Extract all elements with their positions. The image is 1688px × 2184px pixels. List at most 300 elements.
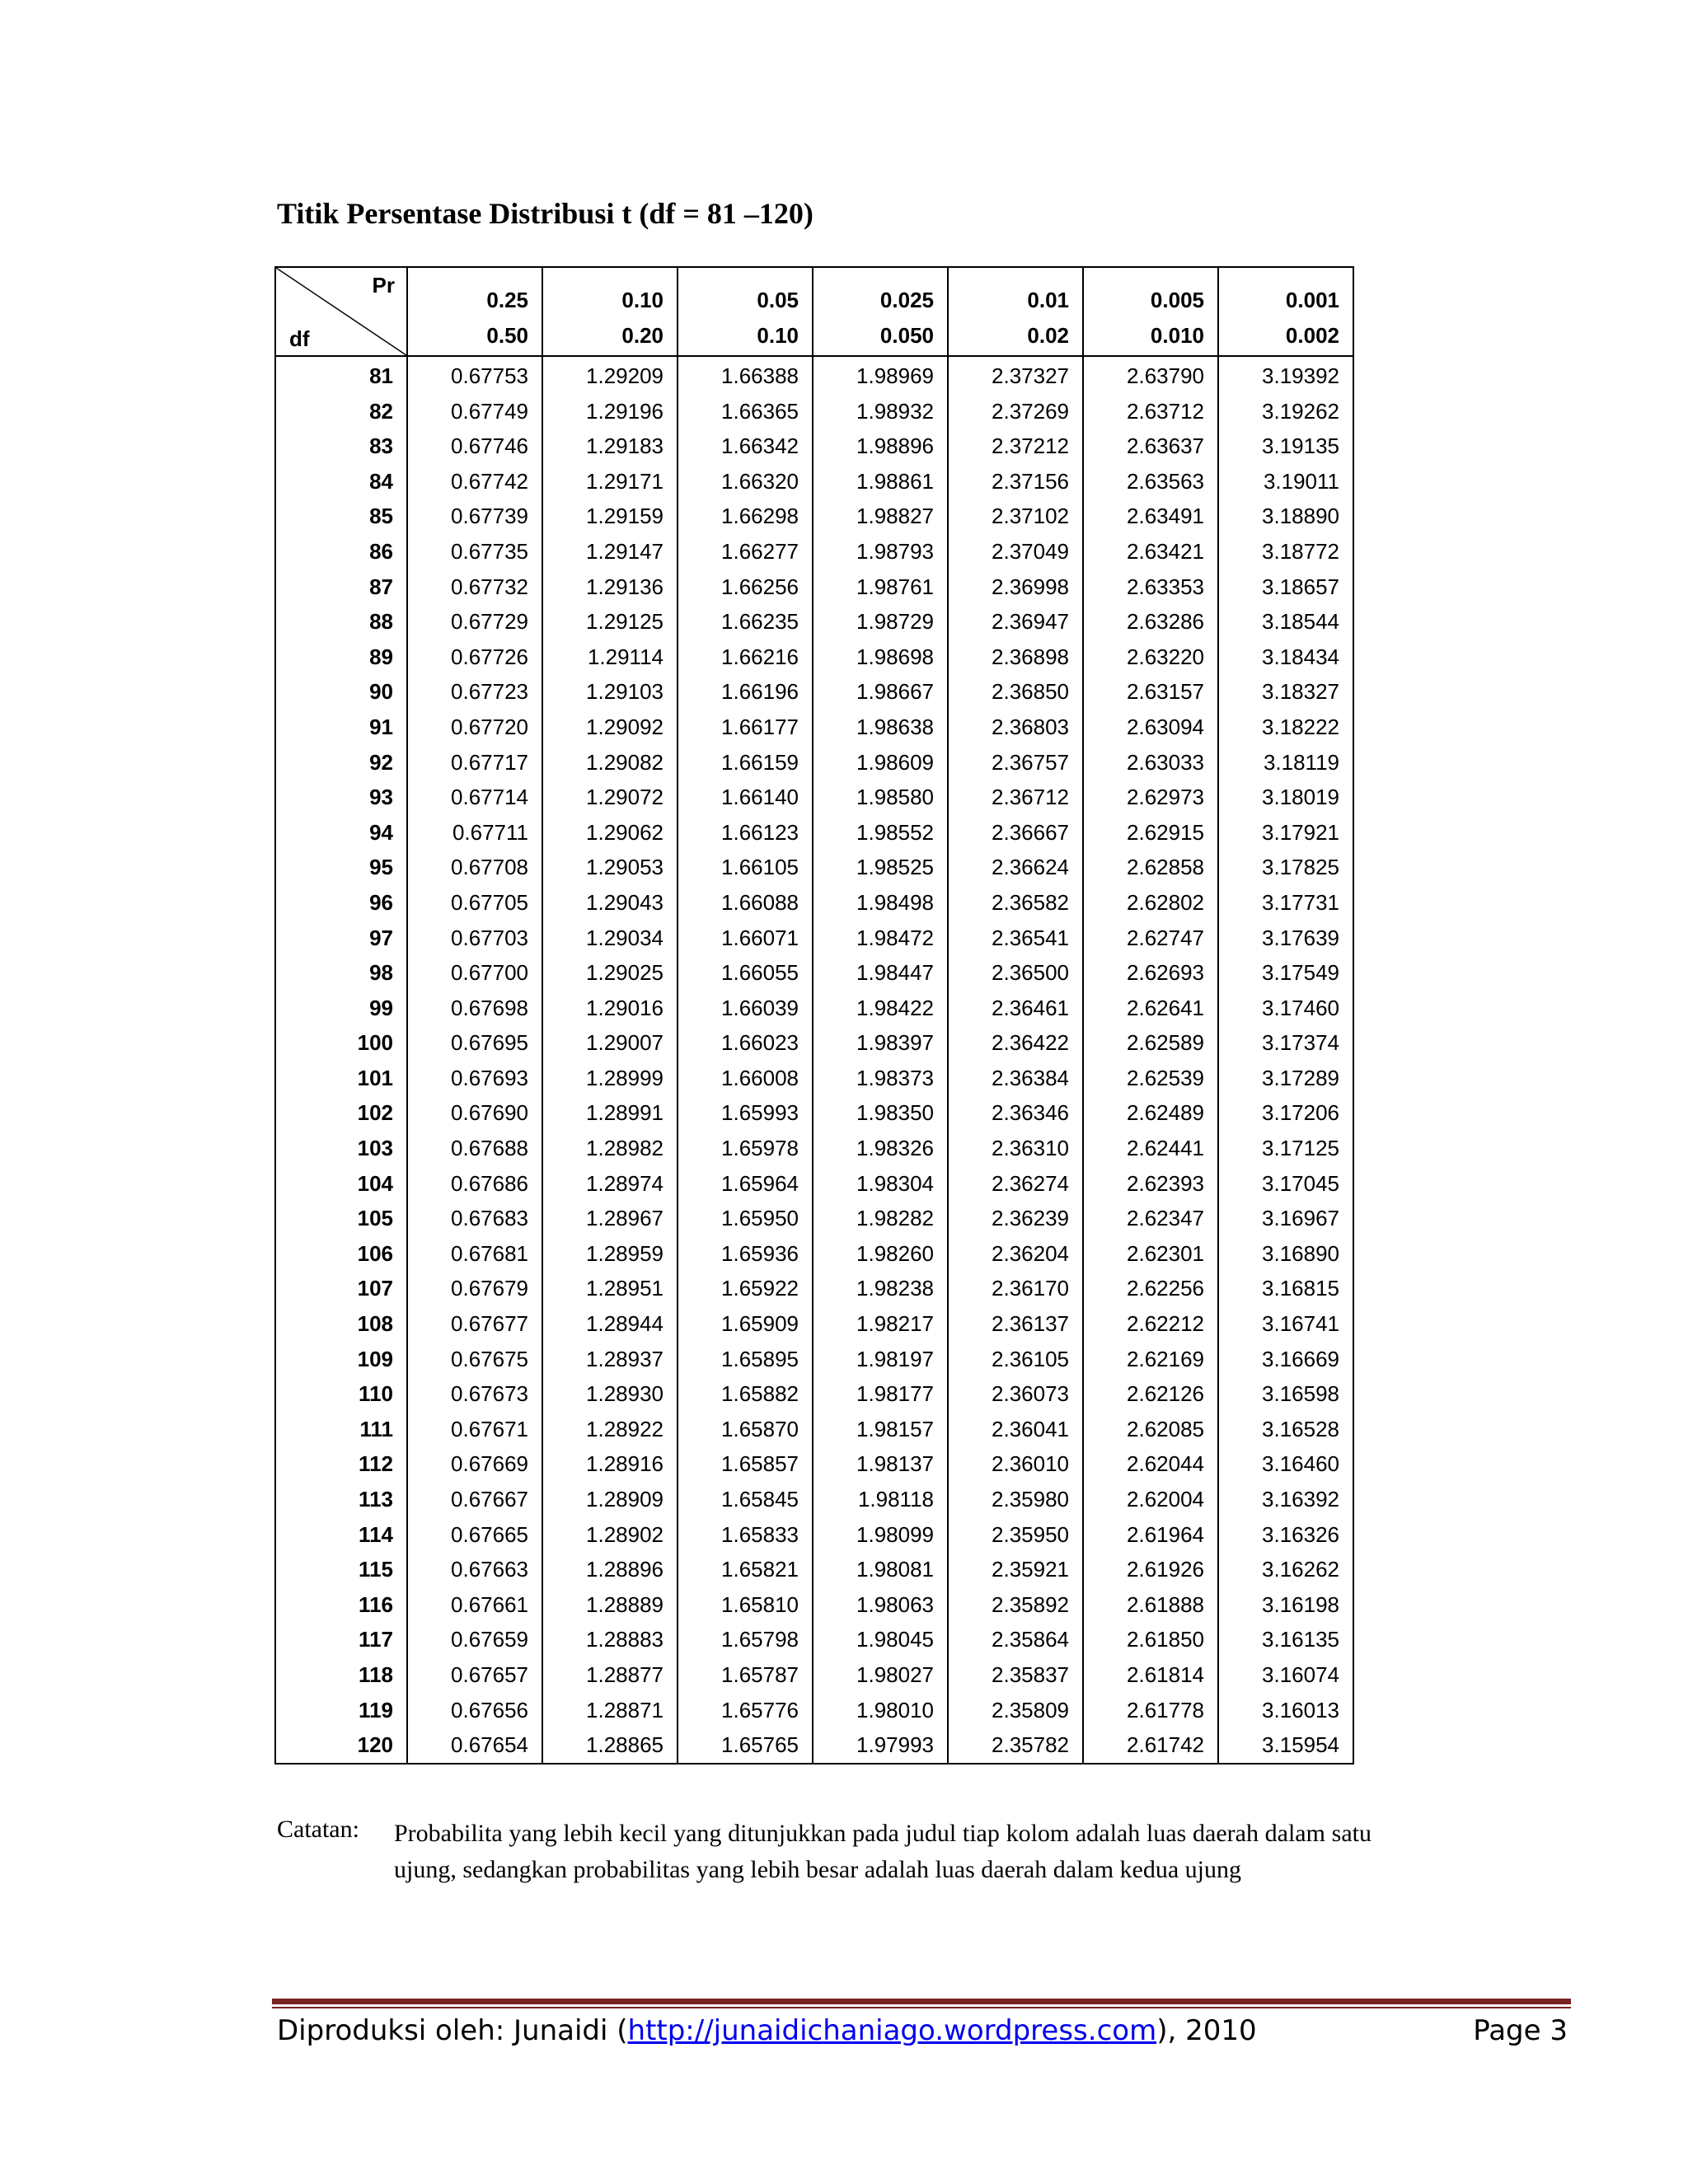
df-cell: 120: [275, 1727, 407, 1764]
table-row: [275, 1131, 1353, 1166]
value-cell: 0.67726: [407, 640, 542, 675]
table-row: [275, 850, 1353, 885]
value-cell: 0.67717: [407, 745, 542, 780]
value-cell: 2.62169: [1083, 1342, 1218, 1377]
two-tail-prob: 0.050: [879, 323, 934, 348]
corner-df-label: df: [289, 326, 310, 351]
value-cell: 3.18119: [1218, 745, 1353, 780]
df-cell: 104: [275, 1166, 407, 1202]
value-cell: 3.16198: [1218, 1587, 1353, 1623]
two-tail-prob: 0.10: [757, 323, 799, 348]
value-cell: 2.62126: [1083, 1376, 1218, 1412]
table-row: [275, 1095, 1353, 1131]
df-cell: 101: [275, 1061, 407, 1096]
value-cell: 2.36274: [948, 1166, 1083, 1202]
df-cell: 87: [275, 569, 407, 605]
value-cell: 0.67749: [407, 394, 542, 429]
table-row: [275, 921, 1353, 956]
table-row: [275, 1271, 1353, 1306]
value-cell: 1.28951: [542, 1271, 678, 1306]
value-cell: 3.18657: [1218, 569, 1353, 605]
value-cell: 1.65845: [678, 1482, 813, 1517]
value-cell: 2.62044: [1083, 1446, 1218, 1482]
value-cell: 1.28877: [542, 1657, 678, 1693]
value-cell: 3.16890: [1218, 1236, 1353, 1272]
table-row: [275, 991, 1353, 1026]
value-cell: 2.61964: [1083, 1517, 1218, 1553]
table-row: [275, 1587, 1353, 1623]
value-cell: 1.66235: [678, 604, 813, 640]
value-cell: 2.37327: [948, 356, 1083, 394]
value-cell: 1.65978: [678, 1131, 813, 1166]
value-cell: 2.36105: [948, 1342, 1083, 1377]
value-cell: 3.17374: [1218, 1025, 1353, 1061]
column-header: [542, 267, 678, 356]
value-cell: 1.98498: [813, 885, 948, 921]
value-cell: 1.29043: [542, 885, 678, 921]
value-cell: 0.67677: [407, 1306, 542, 1342]
df-cell: 110: [275, 1376, 407, 1412]
value-cell: 0.67703: [407, 921, 542, 956]
df-cell: 113: [275, 1482, 407, 1517]
df-cell: 119: [275, 1693, 407, 1728]
value-cell: 2.62589: [1083, 1025, 1218, 1061]
value-cell: 2.62004: [1083, 1482, 1218, 1517]
value-cell: 0.67708: [407, 850, 542, 885]
table-row: [275, 815, 1353, 851]
value-cell: 0.67723: [407, 674, 542, 710]
value-cell: 2.37212: [948, 429, 1083, 464]
value-cell: 3.16460: [1218, 1446, 1353, 1482]
value-cell: 1.66039: [678, 991, 813, 1026]
df-cell: 105: [275, 1201, 407, 1236]
df-cell: 96: [275, 885, 407, 921]
value-cell: 2.63286: [1083, 604, 1218, 640]
value-cell: 1.98969: [813, 356, 948, 394]
value-cell: 3.19392: [1218, 356, 1353, 394]
df-cell: 112: [275, 1446, 407, 1482]
value-cell: 2.35864: [948, 1622, 1083, 1657]
value-cell: 1.98793: [813, 534, 948, 569]
value-cell: 1.29034: [542, 921, 678, 956]
value-cell: 3.17731: [1218, 885, 1353, 921]
value-cell: 2.35892: [948, 1587, 1083, 1623]
value-cell: 1.66277: [678, 534, 813, 569]
value-cell: 1.66088: [678, 885, 813, 921]
value-cell: 2.61742: [1083, 1727, 1218, 1764]
value-cell: 3.17125: [1218, 1131, 1353, 1166]
value-cell: 2.36384: [948, 1061, 1083, 1096]
df-cell: 118: [275, 1657, 407, 1693]
value-cell: 1.66140: [678, 780, 813, 815]
value-cell: 2.62347: [1083, 1201, 1218, 1236]
value-cell: 1.66342: [678, 429, 813, 464]
value-cell: 1.98081: [813, 1552, 948, 1587]
value-cell: 2.62301: [1083, 1236, 1218, 1272]
value-cell: 1.29082: [542, 745, 678, 780]
value-cell: 0.67661: [407, 1587, 542, 1623]
value-cell: 2.62256: [1083, 1271, 1218, 1306]
value-cell: 0.67675: [407, 1342, 542, 1377]
value-cell: 2.63421: [1083, 534, 1218, 569]
column-header: [813, 267, 948, 356]
table-header-row: [275, 267, 1353, 356]
value-cell: 0.67714: [407, 780, 542, 815]
value-cell: 3.16013: [1218, 1693, 1353, 1728]
value-cell: 3.18327: [1218, 674, 1353, 710]
table-row: [275, 955, 1353, 991]
df-cell: 103: [275, 1131, 407, 1166]
value-cell: 2.36582: [948, 885, 1083, 921]
value-cell: 3.18890: [1218, 499, 1353, 534]
value-cell: 1.98861: [813, 464, 948, 499]
value-cell: 2.63563: [1083, 464, 1218, 499]
value-cell: 0.67669: [407, 1446, 542, 1482]
df-cell: 86: [275, 534, 407, 569]
value-cell: 1.66196: [678, 674, 813, 710]
value-cell: 2.36073: [948, 1376, 1083, 1412]
value-cell: 1.28999: [542, 1061, 678, 1096]
value-cell: 0.67683: [407, 1201, 542, 1236]
corner-header: [275, 267, 407, 356]
value-cell: 2.62858: [1083, 850, 1218, 885]
value-cell: 1.98472: [813, 921, 948, 956]
column-header: [948, 267, 1083, 356]
value-cell: 1.98099: [813, 1517, 948, 1553]
value-cell: 1.98422: [813, 991, 948, 1026]
one-tail-prob: 0.001: [1285, 288, 1339, 312]
value-cell: 1.29114: [542, 640, 678, 675]
value-cell: 0.67654: [407, 1727, 542, 1764]
value-cell: 1.66159: [678, 745, 813, 780]
df-cell: 115: [275, 1552, 407, 1587]
value-cell: 1.65922: [678, 1271, 813, 1306]
value-cell: 3.16528: [1218, 1412, 1353, 1447]
value-cell: 1.98157: [813, 1412, 948, 1447]
value-cell: 2.63353: [1083, 569, 1218, 605]
value-cell: 1.98827: [813, 499, 948, 534]
value-cell: 2.36137: [948, 1306, 1083, 1342]
value-cell: 1.65833: [678, 1517, 813, 1553]
value-cell: 2.36624: [948, 850, 1083, 885]
value-cell: 1.65787: [678, 1657, 813, 1693]
value-cell: 1.98761: [813, 569, 948, 605]
df-cell: 109: [275, 1342, 407, 1377]
t-distribution-table: [274, 266, 1354, 1765]
value-cell: 1.65765: [678, 1727, 813, 1764]
table-row: [275, 1727, 1353, 1764]
two-tail-prob: 0.002: [1285, 323, 1339, 348]
value-cell: 0.67693: [407, 1061, 542, 1096]
footer-suffix: ), 2010: [1156, 2014, 1257, 2047]
value-cell: 2.63790: [1083, 356, 1218, 394]
value-cell: 2.61888: [1083, 1587, 1218, 1623]
value-cell: 1.29025: [542, 955, 678, 991]
value-cell: 1.98177: [813, 1376, 948, 1412]
footer-credit: [277, 2014, 1257, 2047]
value-cell: 1.98397: [813, 1025, 948, 1061]
value-cell: 3.17921: [1218, 815, 1353, 851]
table-row: [275, 745, 1353, 780]
value-cell: 2.63637: [1083, 429, 1218, 464]
value-cell: 2.36712: [948, 780, 1083, 815]
value-cell: 2.35782: [948, 1727, 1083, 1764]
value-cell: 0.67753: [407, 356, 542, 394]
column-header: [678, 267, 813, 356]
value-cell: 1.98729: [813, 604, 948, 640]
value-cell: 3.18544: [1218, 604, 1353, 640]
value-cell: 2.36500: [948, 955, 1083, 991]
value-cell: 2.61814: [1083, 1657, 1218, 1693]
value-cell: 1.28889: [542, 1587, 678, 1623]
value-cell: 1.29125: [542, 604, 678, 640]
value-cell: 1.66177: [678, 710, 813, 745]
value-cell: 2.36947: [948, 604, 1083, 640]
one-tail-prob: 0.025: [879, 288, 934, 312]
value-cell: 2.36204: [948, 1236, 1083, 1272]
one-tail-prob: 0.01: [1027, 288, 1069, 312]
value-cell: 1.98118: [813, 1482, 948, 1517]
note-label: Catatan:: [277, 1816, 359, 1843]
value-cell: 2.35921: [948, 1552, 1083, 1587]
value-cell: 2.62693: [1083, 955, 1218, 991]
value-cell: 1.98932: [813, 394, 948, 429]
value-cell: 1.66071: [678, 921, 813, 956]
value-cell: 2.63712: [1083, 394, 1218, 429]
footer-link[interactable]: http://junaidichaniago.wordpress.com: [627, 2014, 1157, 2047]
df-cell: 93: [275, 780, 407, 815]
value-cell: 1.66388: [678, 356, 813, 394]
two-tail-prob: 0.02: [1027, 323, 1069, 348]
value-cell: 0.67681: [407, 1236, 542, 1272]
value-cell: 0.67700: [407, 955, 542, 991]
value-cell: 3.16262: [1218, 1552, 1353, 1587]
value-cell: 3.16074: [1218, 1657, 1353, 1693]
value-cell: 2.61926: [1083, 1552, 1218, 1587]
value-cell: 1.66023: [678, 1025, 813, 1061]
value-cell: 0.67732: [407, 569, 542, 605]
value-cell: 1.65909: [678, 1306, 813, 1342]
df-cell: 106: [275, 1236, 407, 1272]
value-cell: 1.28883: [542, 1622, 678, 1657]
table-row: [275, 1342, 1353, 1377]
value-cell: 1.28896: [542, 1552, 678, 1587]
value-cell: 1.29016: [542, 991, 678, 1026]
footer-rule-thin: [272, 2007, 1571, 2008]
value-cell: 1.98447: [813, 955, 948, 991]
value-cell: 0.67720: [407, 710, 542, 745]
df-cell: 114: [275, 1517, 407, 1553]
value-cell: 1.65810: [678, 1587, 813, 1623]
value-cell: 3.17206: [1218, 1095, 1353, 1131]
table-row: [275, 1166, 1353, 1202]
value-cell: 0.67711: [407, 815, 542, 851]
value-cell: 1.28991: [542, 1095, 678, 1131]
value-cell: 0.67663: [407, 1552, 542, 1587]
value-cell: 1.66123: [678, 815, 813, 851]
value-cell: 3.16967: [1218, 1201, 1353, 1236]
note-text: Probabilita yang lebih kecil yang ditunjukkan pada judul tiap kolom adalah luas daerah dalam satu ujung, sedangkan probabilitas yang lebih besar adalah luas daerah dalam kedua ujung: [394, 1820, 1372, 1883]
value-cell: 2.62973: [1083, 780, 1218, 815]
value-cell: 3.19262: [1218, 394, 1353, 429]
table-row: [275, 1236, 1353, 1272]
value-cell: 0.67659: [407, 1622, 542, 1657]
page-title: Titik Persentase Distribusi t (df = 81 –120): [277, 197, 814, 230]
value-cell: 3.18019: [1218, 780, 1353, 815]
value-cell: 0.67673: [407, 1376, 542, 1412]
value-cell: 2.62393: [1083, 1166, 1218, 1202]
value-cell: 2.37049: [948, 534, 1083, 569]
value-cell: 0.67705: [407, 885, 542, 921]
df-cell: 90: [275, 674, 407, 710]
table-row: [275, 1412, 1353, 1447]
value-cell: 2.36541: [948, 921, 1083, 956]
one-tail-prob: 0.005: [1150, 288, 1204, 312]
page-number: Page 3: [1473, 2014, 1568, 2047]
value-cell: 2.63094: [1083, 710, 1218, 745]
value-cell: 2.36170: [948, 1271, 1083, 1306]
value-cell: 2.36998: [948, 569, 1083, 605]
value-cell: 2.36346: [948, 1095, 1083, 1131]
table-row: [275, 1657, 1353, 1693]
value-cell: 3.16135: [1218, 1622, 1353, 1657]
value-cell: 1.65964: [678, 1166, 813, 1202]
table-row: [275, 394, 1353, 429]
df-cell: 111: [275, 1412, 407, 1447]
value-cell: 3.18434: [1218, 640, 1353, 675]
value-cell: 1.28974: [542, 1166, 678, 1202]
table-row: [275, 1517, 1353, 1553]
df-cell: 97: [275, 921, 407, 956]
value-cell: 2.63491: [1083, 499, 1218, 534]
value-cell: 1.65798: [678, 1622, 813, 1657]
value-cell: 3.17045: [1218, 1166, 1353, 1202]
table-row: [275, 356, 1353, 394]
value-cell: 2.36239: [948, 1201, 1083, 1236]
column-header: [1083, 267, 1218, 356]
value-cell: 1.29171: [542, 464, 678, 499]
value-cell: 0.67746: [407, 429, 542, 464]
value-cell: 3.16326: [1218, 1517, 1353, 1553]
value-cell: 3.17549: [1218, 955, 1353, 991]
column-header: [1218, 267, 1353, 356]
value-cell: 3.18772: [1218, 534, 1353, 569]
value-cell: 0.67686: [407, 1166, 542, 1202]
value-cell: 1.65776: [678, 1693, 813, 1728]
value-cell: 1.98896: [813, 429, 948, 464]
value-cell: 2.36461: [948, 991, 1083, 1026]
value-cell: 2.62489: [1083, 1095, 1218, 1131]
one-tail-prob: 0.05: [757, 288, 799, 312]
value-cell: 1.98238: [813, 1271, 948, 1306]
value-cell: 1.98350: [813, 1095, 948, 1131]
df-cell: 100: [275, 1025, 407, 1061]
value-cell: 0.67695: [407, 1025, 542, 1061]
table-row: [275, 640, 1353, 675]
value-cell: 3.16815: [1218, 1271, 1353, 1306]
value-cell: 1.29007: [542, 1025, 678, 1061]
value-cell: 2.36898: [948, 640, 1083, 675]
value-cell: 2.63033: [1083, 745, 1218, 780]
value-cell: 1.28944: [542, 1306, 678, 1342]
value-cell: 1.65882: [678, 1376, 813, 1412]
value-cell: 0.67667: [407, 1482, 542, 1517]
value-cell: 2.36850: [948, 674, 1083, 710]
value-cell: 2.35809: [948, 1693, 1083, 1728]
df-cell: 117: [275, 1622, 407, 1657]
df-cell: 89: [275, 640, 407, 675]
two-tail-prob: 0.50: [486, 323, 528, 348]
value-cell: 3.18222: [1218, 710, 1353, 745]
table-row: [275, 1622, 1353, 1657]
df-cell: 92: [275, 745, 407, 780]
value-cell: 2.37102: [948, 499, 1083, 534]
value-cell: 1.98217: [813, 1306, 948, 1342]
table-row: [275, 885, 1353, 921]
two-tail-prob: 0.20: [621, 323, 663, 348]
table-row: [275, 604, 1353, 640]
df-cell: 91: [275, 710, 407, 745]
value-cell: 1.98197: [813, 1342, 948, 1377]
table-row: [275, 1693, 1353, 1728]
value-cell: 2.62539: [1083, 1061, 1218, 1096]
value-cell: 1.98698: [813, 640, 948, 675]
value-cell: 3.15954: [1218, 1727, 1353, 1764]
value-cell: 2.62915: [1083, 815, 1218, 851]
value-cell: 3.17289: [1218, 1061, 1353, 1096]
table-row: [275, 569, 1353, 605]
value-cell: 1.28937: [542, 1342, 678, 1377]
df-cell: 108: [275, 1306, 407, 1342]
df-cell: 81: [275, 356, 407, 394]
value-cell: 1.65857: [678, 1446, 813, 1482]
value-cell: 2.36010: [948, 1446, 1083, 1482]
value-cell: 2.62641: [1083, 991, 1218, 1026]
value-cell: 1.29092: [542, 710, 678, 745]
column-header: [407, 267, 542, 356]
table-row: [275, 1482, 1353, 1517]
value-cell: 1.98137: [813, 1446, 948, 1482]
value-cell: 3.17639: [1218, 921, 1353, 956]
value-cell: 2.35980: [948, 1482, 1083, 1517]
value-cell: 1.98552: [813, 815, 948, 851]
value-cell: 3.16741: [1218, 1306, 1353, 1342]
value-cell: 2.35950: [948, 1517, 1083, 1553]
value-cell: 1.98063: [813, 1587, 948, 1623]
value-cell: 1.28959: [542, 1236, 678, 1272]
value-cell: 2.61778: [1083, 1693, 1218, 1728]
value-cell: 1.29072: [542, 780, 678, 815]
value-cell: 1.98045: [813, 1622, 948, 1657]
value-cell: 1.28967: [542, 1201, 678, 1236]
value-cell: 1.97993: [813, 1727, 948, 1764]
value-cell: 1.28922: [542, 1412, 678, 1447]
value-cell: 0.67679: [407, 1271, 542, 1306]
table-row: [275, 710, 1353, 745]
value-cell: 1.66256: [678, 569, 813, 605]
value-cell: 1.66008: [678, 1061, 813, 1096]
value-cell: 2.62085: [1083, 1412, 1218, 1447]
table-row: [275, 534, 1353, 569]
table-row: [275, 429, 1353, 464]
page-footer: [277, 2014, 1568, 2047]
value-cell: 0.67742: [407, 464, 542, 499]
value-cell: 1.29147: [542, 534, 678, 569]
value-cell: 0.67656: [407, 1693, 542, 1728]
value-cell: 1.98667: [813, 674, 948, 710]
table-row: [275, 1306, 1353, 1342]
value-cell: 0.67735: [407, 534, 542, 569]
